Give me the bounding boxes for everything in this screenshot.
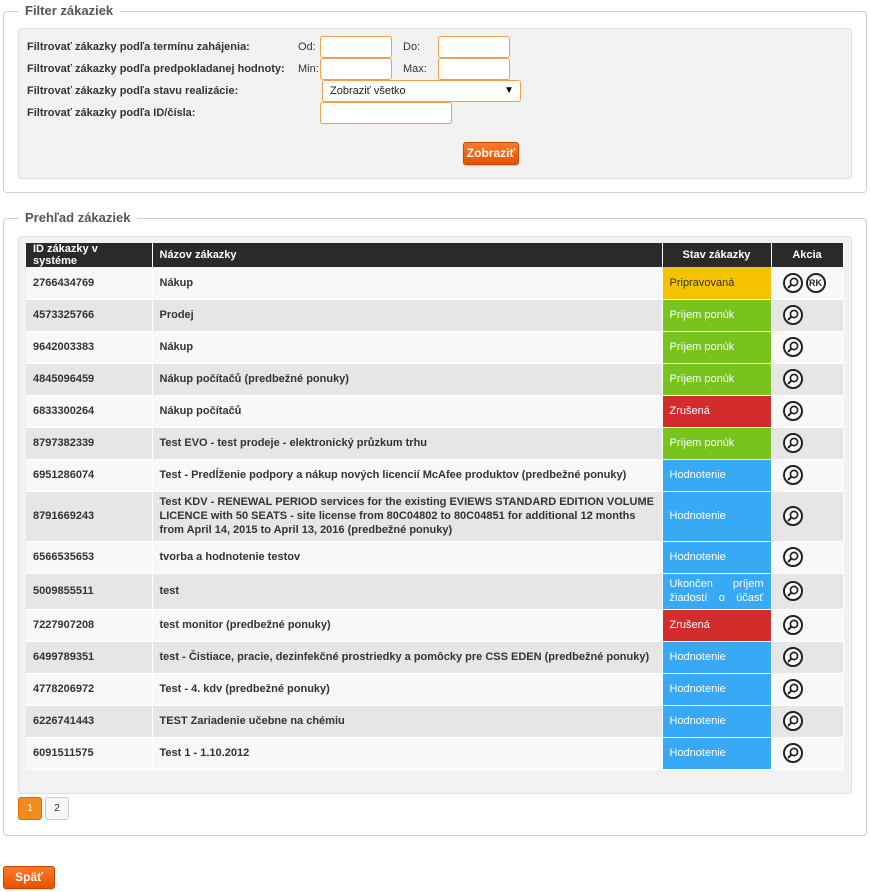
order-id-cell: 4845096459 (26, 363, 152, 395)
table-row[interactable] (26, 491, 843, 541)
table-row[interactable] (26, 395, 843, 427)
magnifier-icon[interactable] (783, 615, 803, 635)
order-name-cell: Test 1 - 1.10.2012 (152, 737, 662, 769)
action-cell (771, 641, 843, 673)
magnifier-icon[interactable] (783, 506, 803, 526)
rk-icon[interactable]: RK (806, 273, 826, 293)
status-badge: Pripravovaná (662, 267, 771, 299)
table-row[interactable] (26, 299, 843, 331)
col-id-header[interactable]: ID zákazky v systéme (26, 243, 152, 267)
status-badge: Hodnotenie (662, 541, 771, 573)
magnifier-icon[interactable] (783, 337, 803, 357)
order-name-cell: Nákup (152, 331, 662, 363)
status-badge: Príjem ponúk (662, 331, 771, 363)
magnifier-icon[interactable] (783, 743, 803, 763)
filter-legend: Filter zákaziek (18, 3, 120, 19)
filter-fieldset (3, 3, 867, 193)
magnifier-icon[interactable] (783, 433, 803, 453)
filter-value-label: Filtrovať zákazky podľa predpokladanej hodnoty: (27, 63, 285, 75)
table-row[interactable] (26, 459, 843, 491)
action-cell (771, 299, 843, 331)
magnifier-icon[interactable] (783, 369, 803, 389)
order-id-cell: 7227907208 (26, 609, 152, 641)
table-header-row (26, 243, 843, 267)
order-name-cell: Nákup počítačů (predbežné ponuky) (152, 363, 662, 395)
action-cell (771, 331, 843, 363)
status-badge: Zrušená (662, 395, 771, 427)
order-id-cell: 4778206972 (26, 673, 152, 705)
action-cell (771, 541, 843, 573)
action-cell (771, 705, 843, 737)
action-cell (771, 609, 843, 641)
date-from-input[interactable] (320, 36, 392, 58)
status-badge: Hodnotenie (662, 673, 771, 705)
order-name-cell: Test - 4. kdv (predbežné ponuky) (152, 673, 662, 705)
status-badge: Ukončen príjem žiadostí o účasť (662, 573, 771, 609)
order-name-cell: Nákup (152, 267, 662, 299)
filter-id-label: Filtrovať zákazky podľa ID/čísla: (27, 107, 196, 119)
value-max-input[interactable] (438, 58, 510, 80)
col-name-header[interactable]: Názov zákazky (152, 243, 662, 267)
value-min-label: Min: (298, 63, 319, 75)
action-cell (771, 737, 843, 769)
order-id-cell: 8797382339 (26, 427, 152, 459)
order-id-cell: 4573325766 (26, 299, 152, 331)
back-button[interactable]: Späť (3, 866, 55, 889)
order-id-cell: 6499789351 (26, 641, 152, 673)
page-1-button[interactable]: 1 (18, 797, 42, 820)
date-to-label: Do: (403, 41, 421, 53)
order-name-cell: TEST Zariadenie učebne na chémiu (152, 705, 662, 737)
table-row[interactable] (26, 267, 843, 299)
table-row[interactable] (26, 705, 843, 737)
table-row[interactable] (26, 363, 843, 395)
magnifier-icon[interactable] (783, 679, 803, 699)
order-id-cell: 2766434769 (26, 267, 152, 299)
magnifier-icon[interactable] (783, 465, 803, 485)
table-row[interactable] (26, 427, 843, 459)
status-badge: Hodnotenie (662, 705, 771, 737)
order-name-cell: test (152, 573, 662, 609)
col-action-header: Akcia (771, 243, 843, 267)
order-name-cell: tvorba a hodnotenie testov (152, 541, 662, 573)
status-badge: Hodnotenie (662, 491, 771, 541)
action-cell (771, 427, 843, 459)
status-badge: Príjem ponúk (662, 299, 771, 331)
filter-status-label: Filtrovať zákazky podľa stavu realizácie: (27, 85, 239, 97)
order-name-cell: test - Čistiace, pracie, dezinfekčné prostriedky a pomôcky pre CSS EDEN (predbežné ponuky) (152, 641, 662, 673)
table-row[interactable] (26, 737, 843, 769)
status-badge: Príjem ponúk (662, 427, 771, 459)
order-name-cell: Test KDV - RENEWAL PERIOD services for the existing EVIEWS STANDARD EDITION VOLUME LICENCE with 50 SEATS - site license from 80C04802 to 80C04851 for additional 12 months from April 14, 2015 to April 13, 2016 (predbežné ponuky) (152, 491, 662, 541)
value-min-input[interactable] (320, 58, 392, 80)
order-id-cell: 6091511575 (26, 737, 152, 769)
action-cell (771, 459, 843, 491)
magnifier-icon[interactable] (783, 647, 803, 667)
table-row[interactable] (26, 641, 843, 673)
overview-legend: Prehľad zákaziek (18, 210, 137, 226)
filter-date-label: Filtrovať zákazky podľa termínu zahájenia: (27, 41, 250, 53)
action-cell (771, 491, 843, 541)
order-id-cell: 9642003383 (26, 331, 152, 363)
action-cell (771, 395, 843, 427)
status-badge: Hodnotenie (662, 641, 771, 673)
action-cell (771, 267, 843, 299)
action-cell (771, 673, 843, 705)
table-row[interactable] (26, 673, 843, 705)
status-select-value: Zobraziť všetko (330, 85, 406, 97)
status-badge: Hodnotenie (662, 737, 771, 769)
date-from-label: Od: (298, 41, 316, 53)
order-id-cell: 6951286074 (26, 459, 152, 491)
status-badge: Príjem ponúk (662, 363, 771, 395)
dropdown-arrow-icon: ▼ (504, 85, 514, 96)
col-status-header[interactable]: Stav zákazky (662, 243, 771, 267)
magnifier-icon[interactable] (783, 581, 803, 601)
table-row[interactable] (26, 573, 843, 609)
order-id-cell: 6226741443 (26, 705, 152, 737)
order-name-cell: Nákup počítačů (152, 395, 662, 427)
order-id-cell: 6833300264 (26, 395, 152, 427)
page-2-button[interactable]: 2 (45, 797, 69, 820)
table-row[interactable] (26, 331, 843, 363)
status-select[interactable] (322, 80, 521, 102)
date-to-input[interactable] (438, 36, 510, 58)
order-name-cell: test monitor (predbežné ponuky) (152, 609, 662, 641)
status-badge: Zrušená (662, 609, 771, 641)
table-body (26, 267, 843, 769)
order-id-cell: 5009855511 (26, 573, 152, 609)
orders-table (26, 243, 844, 770)
table-row[interactable] (26, 609, 843, 641)
id-input[interactable] (320, 102, 452, 124)
magnifier-icon[interactable] (783, 401, 803, 421)
magnifier-icon[interactable] (783, 547, 803, 567)
order-id-cell: 8791669243 (26, 491, 152, 541)
magnifier-icon[interactable] (783, 711, 803, 731)
order-name-cell: Test - Predĺženie podpory a nákup nových licencií McAfee produktov (predbežné ponuky) (152, 459, 662, 491)
order-id-cell: 6566535653 (26, 541, 152, 573)
show-button[interactable]: Zobraziť (463, 142, 519, 165)
overview-fieldset (3, 210, 867, 836)
order-name-cell: Test EVO - test prodeje - elektronický průzkum trhu (152, 427, 662, 459)
magnifier-icon[interactable] (783, 305, 803, 325)
order-name-cell: Prodej (152, 299, 662, 331)
magnifier-icon[interactable] (783, 273, 803, 293)
value-max-label: Max: (403, 63, 427, 75)
action-cell (771, 573, 843, 609)
action-cell (771, 363, 843, 395)
table-box (18, 236, 852, 794)
table-row[interactable] (26, 541, 843, 573)
status-badge: Hodnotenie (662, 459, 771, 491)
filter-box (18, 28, 852, 179)
